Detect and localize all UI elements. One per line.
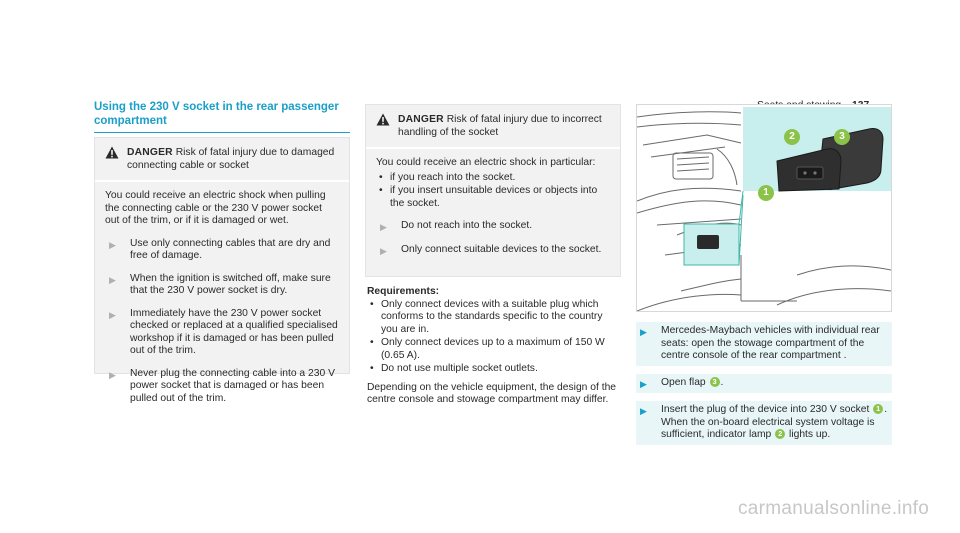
danger-body [366,149,620,265]
title-rule [94,132,350,133]
danger-heading: Risk of fatal injury due to incorrect handling of the socket [398,114,602,138]
list-item: • if you insert unsuitable devices or objects into the socket. [376,185,610,210]
instruction-fragment: lights up. [789,429,831,440]
danger-description: You could receive an electric shock when pulling the connecting cable or the 230 V power socket out of the trim, or if it is damaged or wet. [105,190,326,226]
instruction-fragment: Open flap [661,376,706,388]
danger-heading: Risk of fatal injury due to damaged connecting cable or socket [127,147,335,171]
danger-step-text: Never plug the connecting cable into a 230 V power socket that is damaged or has been pulled out of the trim. [130,367,335,404]
instruction-step [636,322,892,366]
arrow-icon: ▶ [109,309,116,320]
instruction-text: Mercedes-Maybach vehicles with individual rear seats: open the stowage compartment of the centre console of the rear compartment . [661,325,880,361]
danger-step-text: Only connect suitable devices to the socket. [401,243,602,255]
arrow-icon: ▶ [380,245,387,256]
danger-box-2 [365,104,621,277]
figure-callout-2: 2 [784,129,800,145]
danger-text [127,147,339,172]
arrow-icon: ▶ [640,327,647,337]
instruction-step [636,374,892,394]
danger-step-text: When the ignition is switched off, make sure that the 230 V power socket is dry. [130,272,331,296]
callout-2: 2 [775,429,785,439]
danger-box-1 [94,137,350,404]
danger-step [376,244,610,258]
instruction-text [661,377,723,391]
danger-step-text: Use only connecting cables that are dry and free of damage. [130,237,331,261]
requirements-list [367,299,621,376]
instruction-text [661,404,888,442]
danger-step [105,308,339,358]
danger-body [95,182,349,423]
section-title: Using the 230 V socket in the rear passenger compartment [94,101,339,127]
callout-1: 1 [873,404,883,414]
danger-step [105,273,339,298]
instruction-fragment: . [720,376,724,388]
list-item: • Only connect devices up to a maximum of 150 W (0.65 A). [367,337,621,362]
instruction-fragment: . When the on-board electrical system voltage is sufficient, indicator lamp [661,404,888,440]
variation-note: Depending on the vehicle equipment, the design of the centre console and stowage compartment may differ. [367,381,617,405]
instructions [636,322,892,453]
danger-text [398,114,610,139]
requirements-label: Requirements: [367,286,440,297]
socket-illustration [636,104,892,312]
requirements [367,286,621,407]
danger-step [105,368,339,406]
danger-description: You could receive an electric shock in particular: [376,157,596,168]
danger-header [366,105,620,149]
danger-step [376,220,610,234]
watermark: carmanualsonline.info [738,498,930,519]
danger-step-text: Do not reach into the socket. [401,220,533,231]
figure-callout-1: 1 [758,185,774,201]
arrow-icon: ▶ [109,274,116,285]
list-item: • Do not use multiple socket outlets. [367,363,621,376]
arrow-icon: ▶ [380,222,387,232]
list-item: • if you reach into the socket. [376,172,610,185]
danger-word: DANGER [398,114,444,125]
warning-icon [105,146,119,159]
danger-step [105,238,339,263]
danger-step-text: Immediately have the 230 V power socket checked or replaced at a qualified specialised workshop if it is damaged or has been pulled out of the trim. [130,307,338,356]
figure-callout-3: 3 [834,129,850,145]
callout-3: 3 [710,377,720,387]
danger-bullets [376,172,610,211]
arrow-icon: ▶ [109,369,116,380]
danger-word: DANGER [127,147,173,158]
console-drawing [637,105,891,311]
arrow-icon: ▶ [640,378,647,389]
instruction-step [636,401,892,445]
arrow-icon: ▶ [109,239,116,250]
arrow-icon: ▶ [640,406,647,416]
warning-icon [376,113,390,126]
instruction-fragment: Insert the plug of the device into 230 V socket [661,404,870,415]
list-item: • Only connect devices with a suitable plug which conforms to the standards specific to the country you are in. [367,299,621,337]
danger-header [95,138,349,182]
